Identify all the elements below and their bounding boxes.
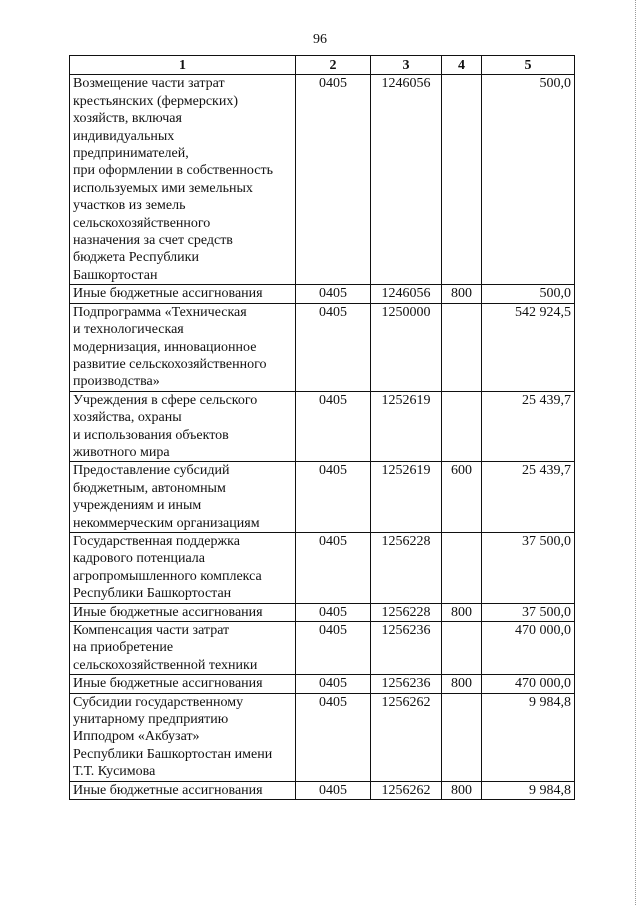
row-name-cell: Возмещение части затрат крестьянских (фермерских) хозяйств, включая индивидуальных предпринимателей, при оформлении в собственность используемых ими земельных участков из земель сельскохозяйственного назначения за счет средств бюджета Республики Башкортостан: [70, 75, 296, 285]
column-header-5: 5: [482, 56, 575, 75]
amount-cell: 25 439,7: [482, 391, 575, 462]
expense-type-cell: [442, 532, 482, 603]
row-name-cell: Иные бюджетные ассигнования: [70, 675, 296, 693]
budget-table: [69, 55, 575, 800]
header-row: [70, 56, 575, 75]
section-code-cell: 0405: [296, 462, 371, 533]
amount-cell: 37 500,0: [482, 603, 575, 621]
expense-type-cell: [442, 693, 482, 781]
expense-type-cell: [442, 303, 482, 391]
section-code-cell: 0405: [296, 693, 371, 781]
table-row: [70, 693, 575, 781]
expense-type-cell: 800: [442, 285, 482, 303]
amount-cell: 470 000,0: [482, 622, 575, 675]
row-name-cell: Субсидии государственному унитарному предприятию Ипподром «Акбузат» Республики Башкортостан имени Т.Т. Кусимова: [70, 693, 296, 781]
section-code-cell: 0405: [296, 603, 371, 621]
amount-cell: 542 924,5: [482, 303, 575, 391]
section-code-cell: 0405: [296, 391, 371, 462]
section-code-cell: 0405: [296, 675, 371, 693]
row-name-cell: Предоставление субсидий бюджетным, автономным учреждениям и иным некоммерческим организациям: [70, 462, 296, 533]
expense-type-cell: 800: [442, 603, 482, 621]
column-header-3: 3: [371, 56, 442, 75]
amount-cell: 500,0: [482, 75, 575, 285]
target-code-cell: 1246056: [371, 75, 442, 285]
section-code-cell: 0405: [296, 303, 371, 391]
target-code-cell: 1256262: [371, 693, 442, 781]
target-code-cell: 1252619: [371, 391, 442, 462]
page-number: 96: [313, 32, 327, 47]
target-code-cell: 1256236: [371, 675, 442, 693]
amount-cell: 9 984,8: [482, 693, 575, 781]
row-name-cell: Иные бюджетные ассигнования: [70, 285, 296, 303]
amount-cell: 470 000,0: [482, 675, 575, 693]
target-code-cell: 1256236: [371, 622, 442, 675]
table-row: [70, 75, 575, 285]
table-row: [70, 303, 575, 391]
amount-cell: 25 439,7: [482, 462, 575, 533]
column-header-1: 1: [70, 56, 296, 75]
table-row: [70, 285, 575, 303]
page-edge: [635, 0, 636, 905]
table-row: [70, 391, 575, 462]
target-code-cell: 1252619: [371, 462, 442, 533]
row-name-cell: Иные бюджетные ассигнования: [70, 781, 296, 799]
expense-type-cell: 800: [442, 781, 482, 799]
row-name-cell: Учреждения в сфере сельского хозяйства, охраны и использования объектов животного мира: [70, 391, 296, 462]
table-row: [70, 675, 575, 693]
row-name-cell: Государственная поддержка кадрового потенциала агропромышленного комплекса Республики Башкортостан: [70, 532, 296, 603]
table-row: [70, 622, 575, 675]
section-code-cell: 0405: [296, 532, 371, 603]
table-row: [70, 603, 575, 621]
target-code-cell: 1256228: [371, 603, 442, 621]
target-code-cell: 1256228: [371, 532, 442, 603]
row-name-cell: Иные бюджетные ассигнования: [70, 603, 296, 621]
target-code-cell: 1256262: [371, 781, 442, 799]
expense-type-cell: [442, 622, 482, 675]
expense-type-cell: [442, 391, 482, 462]
table-row: [70, 532, 575, 603]
table-header: [70, 56, 575, 75]
column-header-4: 4: [442, 56, 482, 75]
target-code-cell: 1250000: [371, 303, 442, 391]
section-code-cell: 0405: [296, 75, 371, 285]
column-header-2: 2: [296, 56, 371, 75]
target-code-cell: 1246056: [371, 285, 442, 303]
expense-type-cell: 800: [442, 675, 482, 693]
amount-cell: 500,0: [482, 285, 575, 303]
section-code-cell: 0405: [296, 781, 371, 799]
section-code-cell: 0405: [296, 622, 371, 675]
row-name-cell: Компенсация части затрат на приобретение сельскохозяйственной техники: [70, 622, 296, 675]
amount-cell: 37 500,0: [482, 532, 575, 603]
expense-type-cell: [442, 75, 482, 285]
table-row: [70, 462, 575, 533]
section-code-cell: 0405: [296, 285, 371, 303]
table-body: [70, 75, 575, 800]
expense-type-cell: 600: [442, 462, 482, 533]
table-row: [70, 781, 575, 799]
row-name-cell: Подпрограмма «Техническая и технологическая модернизация, инновационное развитие сельскохозяйственного производства»: [70, 303, 296, 391]
amount-cell: 9 984,8: [482, 781, 575, 799]
